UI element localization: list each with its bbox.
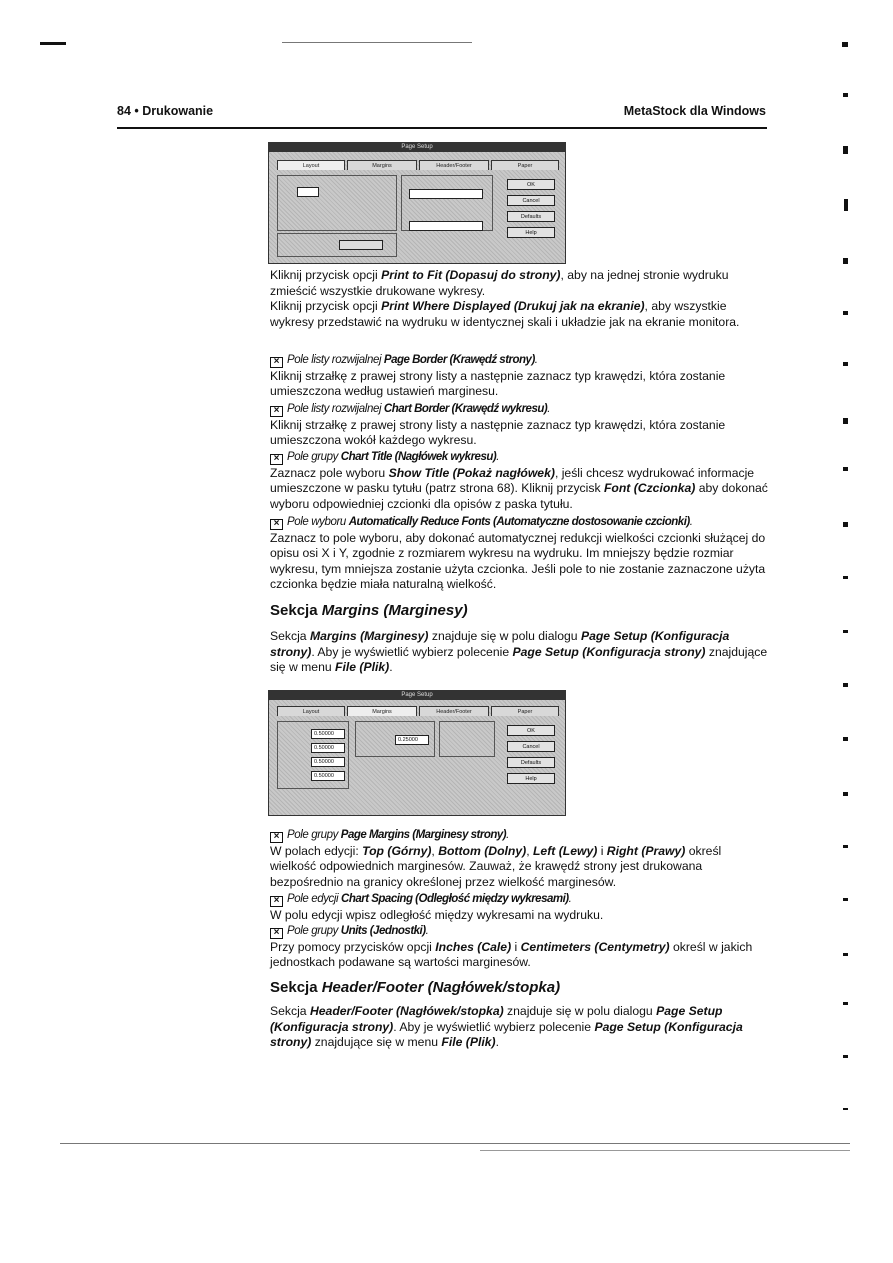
- checkbox-icon: ×: [270, 896, 283, 907]
- tab-layout: Layout: [277, 706, 345, 716]
- edge-mark: [843, 683, 848, 687]
- chart-border-select: [409, 221, 483, 231]
- tab-paper: Paper: [491, 160, 559, 170]
- edge-mark: [843, 1108, 848, 1110]
- tab-header-footer: Header/Footer: [419, 160, 489, 170]
- edge-mark: [843, 845, 848, 848]
- edge-mark: [844, 199, 848, 211]
- edge-mark: [843, 311, 848, 315]
- units-item: × Pole grupy Units (Jednostki). Przy pomocy przycisków opcji Inches (Cale) i Centimeters (Centymetry) określ w jakich jednostkach podawane są wartości marginesów.: [270, 925, 753, 969]
- checkbox-icon: ×: [270, 454, 283, 465]
- print-where-displayed-paragraph: Kliknij przycisk opcji Print Where Displayed (Drukuj jak na ekranie), aby wszystkie wykresy przedstawić na wydruku w identycznej skali i układzie jak na ekranie monitora.: [270, 299, 740, 329]
- checkbox-icon: ×: [270, 519, 283, 530]
- edge-mark: [843, 418, 848, 424]
- running-header-right: MetaStock dla Windows: [623, 104, 766, 118]
- auto-reduce-fonts-item: × Pole wyboru Automatically Reduce Fonts (Automatyczne dostosowanie czcionki). Zaznacz to pole wyboru, aby dokonać automatycznej redukcji wielkości czcionki służącej do opisu osi X i Y, zgodnie z rozmiarem wykresu na wydruku. Im mniejszy będzie rozmiar wykresu, tym mniejsza zostanie użyta czcionka. Jeśli pole to nie zostanie zaznaczone użyta czcionka będzie miała naturalną wielkość.: [270, 516, 766, 591]
- edge-mark: [843, 737, 848, 741]
- chart-title-item: × Pole grupy Chart Title (Nagłówek wykresu). Zaznacz pole wyboru Show Title (Pokaż nagłówek), jeśli chcesz wydrukować informacje umieszczone w pasku tytułu (patrz strona 68). Kliknij przycisk Font (Czcionka) aby dokonać wyboru odpowiedniej czcionki dla opisów z paska tytułu.: [270, 451, 768, 511]
- section-margins-heading: Sekcja Margins (Marginesy): [270, 602, 468, 619]
- units-group: [439, 721, 495, 757]
- tab-header-footer: Header/Footer: [419, 706, 489, 716]
- chart-spacing-item: × Pole edycji Chart Spacing (Odległość między wykresami). W polu edycji wpisz odległość między wykresami na wydruku.: [270, 893, 604, 922]
- edge-mark: [843, 898, 848, 901]
- checkbox-icon: ×: [270, 357, 283, 368]
- checkbox-icon: ×: [270, 928, 283, 939]
- font-button: [339, 240, 383, 250]
- tab-margins: Margins: [347, 706, 417, 716]
- dialog-title: Page Setup: [269, 691, 565, 700]
- right-margin-field: 0.50000: [311, 771, 345, 781]
- ok-button: OK: [507, 179, 555, 190]
- page-margins-item: × Pole grupy Page Margins (Marginesy strony). W polach edycji: Top (Górny), Bottom (Dolny), Left (Lewy) i Right (Prawy) określ wielkość odpowiednich marginesów. Zauważ, że krawędź strony jest drukowana bezpośrednio na granicy określonej przez wielkość marginesów.: [270, 829, 722, 889]
- page-border-select: [409, 189, 483, 199]
- edge-mark: [843, 953, 848, 956]
- page-border-item: × Pole listy rozwijalnej Page Border (Krawędź strony). Kliknij strzałkę z prawej strony listy a następnie zaznacz typ krawędzi, która zostanie umieszczona według ustawień marginesu.: [270, 354, 726, 398]
- edge-mark: [843, 93, 848, 97]
- defaults-button: Defaults: [507, 211, 555, 222]
- edge-mark: [843, 1002, 848, 1005]
- edge-mark: [843, 630, 848, 633]
- cancel-button: Cancel: [507, 195, 555, 206]
- print-to-fit-paragraph: Kliknij przycisk opcji Print to Fit (Dopasuj do strony), aby na jednej stronie wydruku zmieścić wszystkie drukowane wykresy.: [270, 268, 729, 298]
- layout-description: [270, 268, 770, 330]
- dialog-title: Page Setup: [269, 143, 565, 152]
- edge-mark: [842, 42, 848, 47]
- page-setup-margins-screenshot: [268, 690, 566, 816]
- tab-layout: Layout: [277, 160, 345, 170]
- top-margin-field: 0.50000: [311, 729, 345, 739]
- edge-mark: [843, 1055, 848, 1058]
- bottom-margin-field: 0.50000: [311, 743, 345, 753]
- chart-spacing-field: 0.25000: [395, 735, 429, 745]
- charts-per-page-field: [297, 187, 319, 197]
- chart-border-item: × Pole listy rozwijalnej Chart Border (Krawędź wykresu). Kliknij strzałkę z prawej strony listy a następnie zaznacz typ krawędzi, która zostanie umieszczona wokół każdego wykresu.: [270, 403, 726, 447]
- edge-mark: [843, 362, 848, 366]
- scan-line-top: [282, 42, 472, 43]
- checkbox-icon: ×: [270, 406, 283, 417]
- running-header-left: 84 • Drukowanie: [117, 104, 214, 118]
- edge-mark: [843, 146, 848, 154]
- defaults-button: Defaults: [507, 757, 555, 768]
- help-button: Help: [507, 773, 555, 784]
- page-setup-layout-screenshot: [268, 142, 566, 264]
- ok-button: OK: [507, 725, 555, 736]
- header-rule: [117, 127, 767, 129]
- help-button: Help: [507, 227, 555, 238]
- edge-mark: [843, 467, 848, 471]
- tab-margins: Margins: [347, 160, 417, 170]
- edge-mark: [843, 576, 848, 579]
- section-margins-intro: Sekcja Margins (Marginesy) znajduje się w polu dialogu Page Setup (Konfiguracja strony). Aby je wyświetlić wybierz polecenie Page Setup (Konfiguracja strony) znajdujące się w menu File (Plik).: [270, 629, 768, 674]
- edge-mark: [843, 258, 848, 264]
- scan-line-bottom: [60, 1143, 850, 1144]
- cancel-button: Cancel: [507, 741, 555, 752]
- print-layout-group: [277, 175, 397, 231]
- scan-line-bottom-2: [480, 1150, 850, 1151]
- section-header-footer-intro: Sekcja Header/Footer (Nagłówek/stopka) znajduje się w polu dialogu Page Setup (Konfiguracja strony). Aby je wyświetlić wybierz polecenie Page Setup (Konfiguracja strony) znajdujące się w menu File (Plik).: [270, 1004, 743, 1049]
- tab-paper: Paper: [491, 706, 559, 716]
- edge-mark: [843, 792, 848, 796]
- section-header-footer-heading: Sekcja Header/Footer (Nagłówek/stopka): [270, 979, 561, 996]
- checkbox-icon: ×: [270, 832, 283, 843]
- edge-mark: [843, 522, 848, 527]
- scan-mark-top-left: [40, 42, 66, 45]
- left-margin-field: 0.50000: [311, 757, 345, 767]
